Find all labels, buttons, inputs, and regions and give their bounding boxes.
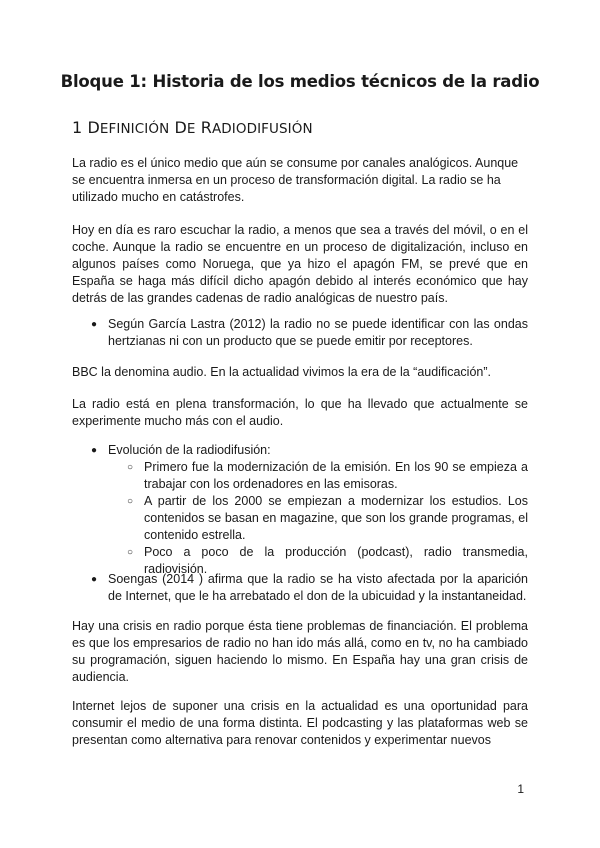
paragraph-3: BBC la denomina audio. En la actualidad vivimos la era de la “audificación”. — [72, 365, 491, 379]
bullet-item — [91, 571, 528, 605]
paragraph-2: Hoy en día es raro escuchar la radio, a menos que sea a través del móvil, o en el coche. Aunque la radio se encuentre en un proceso de digitalización, incluso en algunos países como Noruega, que ya hizo el apagón FM, se prevé que en España se haga más difícil dicho apagón debido al interés económico que hay detrás de las grandes cadenas de radio analógicas de nuestro país. — [72, 223, 528, 305]
paragraph-5: Hay una crisis en radio porque ésta tiene problemas de financiación. El problema es que los empresarios de radio no han ido más allá, como en tv, no ha cambiado su programación, siguen haciendo lo mismo. En España hay una gran crisis de audiencia. — [72, 619, 528, 684]
bullet-text: Soengas (2014 ) afirma que la radio se ha visto afectada por la aparición de Internet, que le ha arrebatado el don de la ubicuidad y la instantaneidad. — [108, 572, 528, 603]
bullet-item — [91, 316, 528, 350]
bullet-icon: ● — [91, 319, 98, 330]
sub-bullet-text: A partir de los 2000 se empiezan a modernizar los estudios. Los contenidos se basan en magazine, que son los grande programas, el contenido estrella. — [144, 494, 528, 542]
sub-bullet-text: Primero fue la modernización de la emisión. En los 90 se empieza a trabajar con los ordenadores en las emisoras. — [144, 460, 528, 491]
sub-bullet-text: Poco a poco de la producción (podcast), radio transmedia, radiovisión. — [144, 545, 528, 576]
sub-bullet-icon: ○ — [127, 496, 134, 507]
bullet-icon: ● — [91, 445, 98, 456]
section-heading-part: ADIODIFUSIÓN — [211, 121, 313, 137]
section-heading-part: EFINICIÓN — [99, 121, 170, 137]
section-heading — [72, 118, 313, 137]
bullet-icon: ● — [91, 574, 98, 585]
page-number: 1 — [517, 782, 524, 796]
sub-bullet-item — [127, 459, 528, 493]
paragraph-4: La radio está en plena transformación, lo que ha llevado que actualmente se experimente mucho más con el audio. — [72, 397, 528, 428]
sub-bullet-item — [127, 493, 528, 544]
paragraph-1: La radio es el único medio que aún se consume por canales analógicos. Aunque se encuentra inmersa en un proceso de transformación digital. La radio se ha utilizado mucho en catástrofes. — [72, 156, 519, 204]
paragraph-6: Internet lejos de suponer una crisis en la actualidad es una oportunidad para consumir el medio de una forma distinta. El podcasting y las plataformas web se presentan como alternativa para renovar contenidos y experimentar nuevos — [72, 699, 528, 747]
document-title: Bloque 1: Historia de los medios técnicos de la radio — [60, 72, 540, 91]
bullet-item — [91, 442, 528, 578]
sub-bullet-icon: ○ — [127, 547, 134, 558]
bullet-text: Evolución de la radiodifusión: — [108, 443, 271, 457]
section-heading-part: E — [186, 121, 196, 137]
section-heading-part: R — [195, 118, 212, 137]
sub-bullet-icon: ○ — [127, 462, 134, 473]
bullet-text: Según García Lastra (2012) la radio no se puede identificar con las ondas hertzianas ni con un producto que se puede emitir por receptores. — [108, 317, 528, 348]
section-heading-part: 1 D — [72, 118, 100, 137]
section-heading-part: D — [169, 118, 187, 137]
